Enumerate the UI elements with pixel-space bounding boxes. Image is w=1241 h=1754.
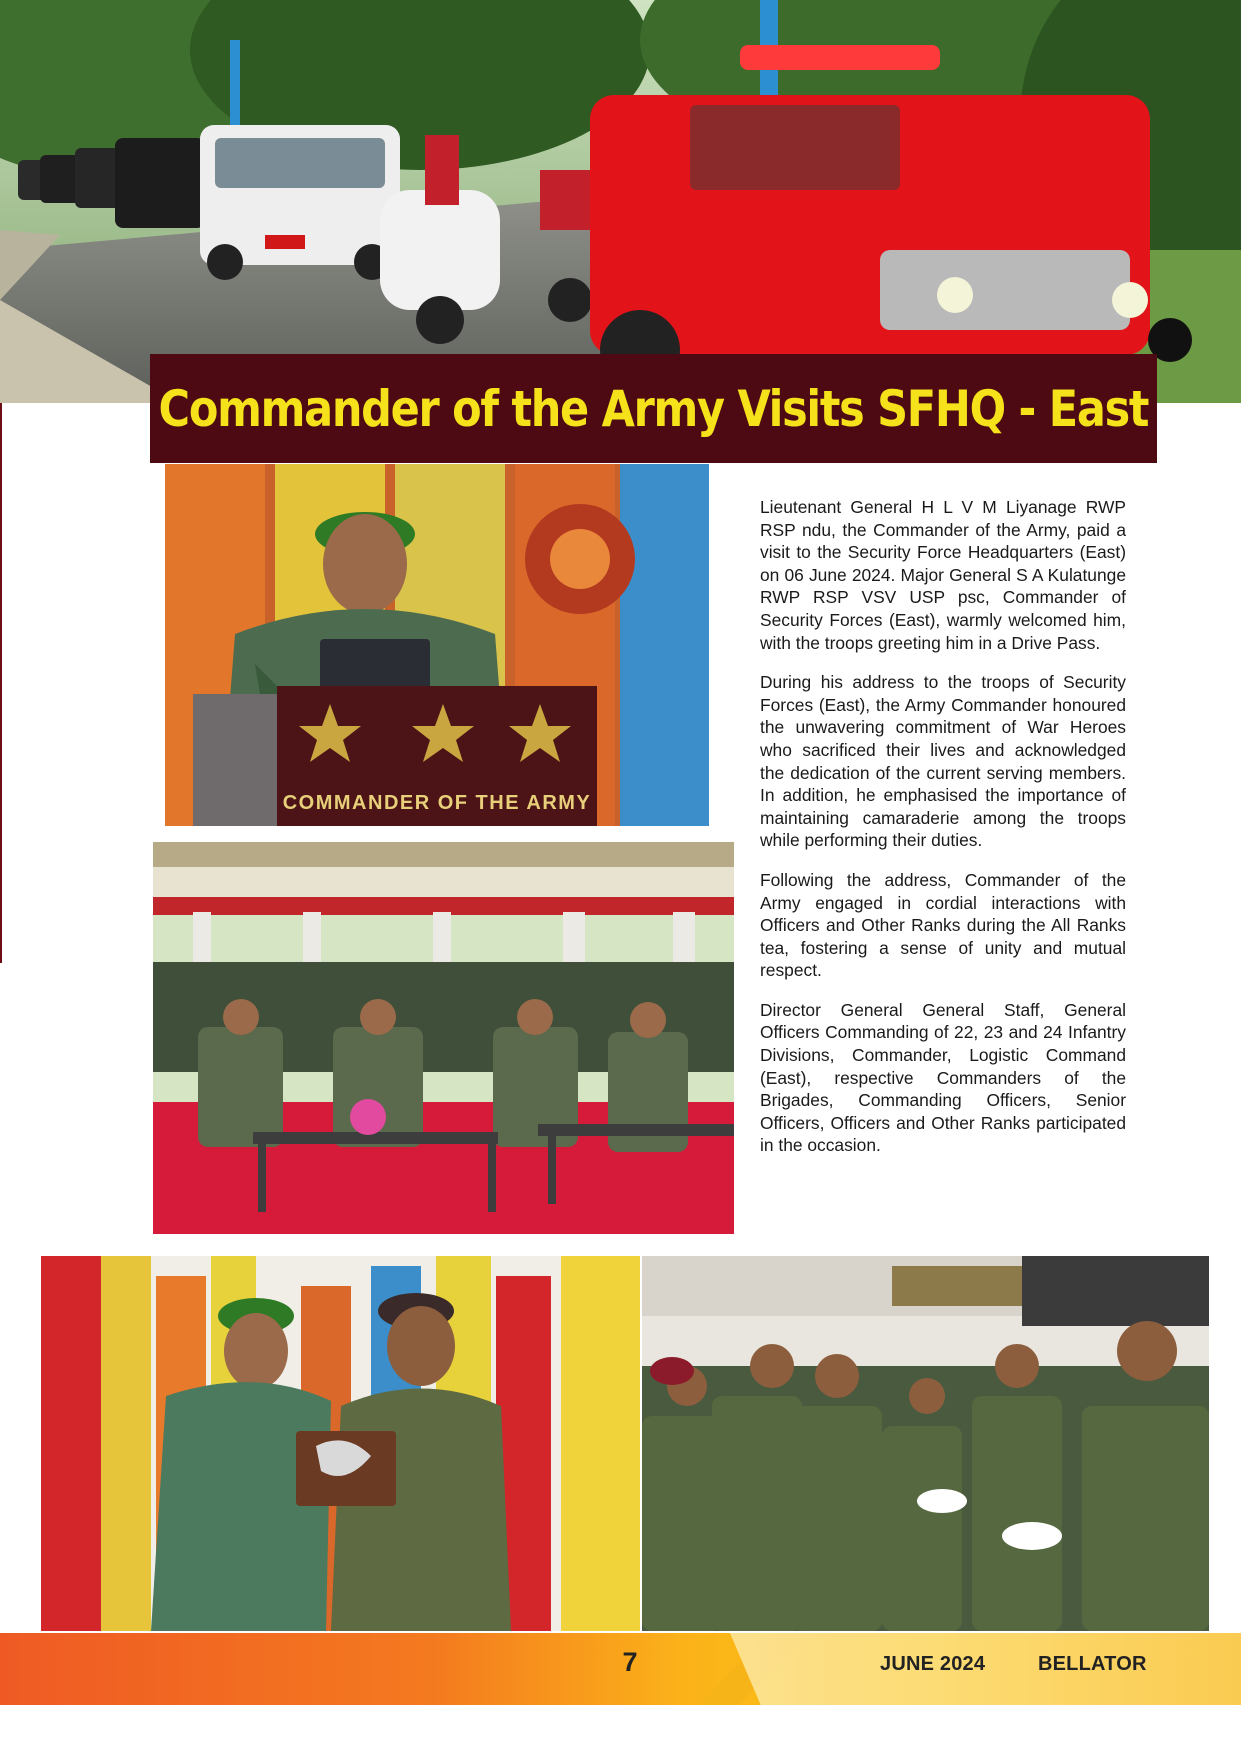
page-footer	[0, 1633, 1241, 1705]
article-paragraph-1: Lieutenant General H L V M Liyanage RWP RSP ndu, the Commander of the Army, paid a visit to the Security Force Headquarters (East) on 06 June 2024. Major General S A Kulatunge RWP RSP VSV USP psc, Commander of Security Forces (East), warmly welcomed him, with the troops greeting him in a Drive Pass.	[760, 497, 1126, 653]
footer-decoration-light	[730, 1633, 1241, 1705]
left-margin-rule	[0, 403, 2, 963]
photo-commander-podium	[165, 464, 709, 826]
magazine-name: BELLATOR	[1038, 1653, 1147, 1675]
article-paragraph-4: Director General General Staff, General Officers Commanding of 22, 23 and 24 Infantry Divisions, Commander, Logistic Command (East), respective Commanders of the Brigades, Commanding Officers, Senior Officers, Officers and Other Ranks participated in the occasion.	[760, 999, 1126, 1156]
podium-sign: COMMANDER OF THE ARMY	[282, 792, 592, 814]
article-title: Commander of the Army Visits SFHQ - East	[158, 379, 1149, 438]
article-body	[760, 496, 1126, 1174]
hero-photo-motorcade	[0, 0, 1241, 403]
title-banner	[150, 354, 1157, 463]
page-number: 7	[622, 1647, 638, 1677]
article-paragraph-3: Following the address, Commander of the Army engaged in cordial interactions with Officers and Other Ranks during the All Ranks tea, fostering a sense of unity and mutual respect.	[760, 869, 1126, 981]
photo-seated-officers	[153, 842, 734, 1234]
photo-memento-presentation	[41, 1256, 640, 1631]
photo-all-ranks-tea	[642, 1256, 1209, 1631]
article-paragraph-2: During his address to the troops of Security Forces (East), the Army Commander honoured the unwavering commitment of War Heroes who sacrificed their lives and acknowledged the dedication of the current serving members. In addition, he emphasised the importance of maintaining camaraderie among the troops while performing their duties.	[760, 672, 1126, 851]
issue-date: JUNE 2024	[880, 1653, 986, 1675]
